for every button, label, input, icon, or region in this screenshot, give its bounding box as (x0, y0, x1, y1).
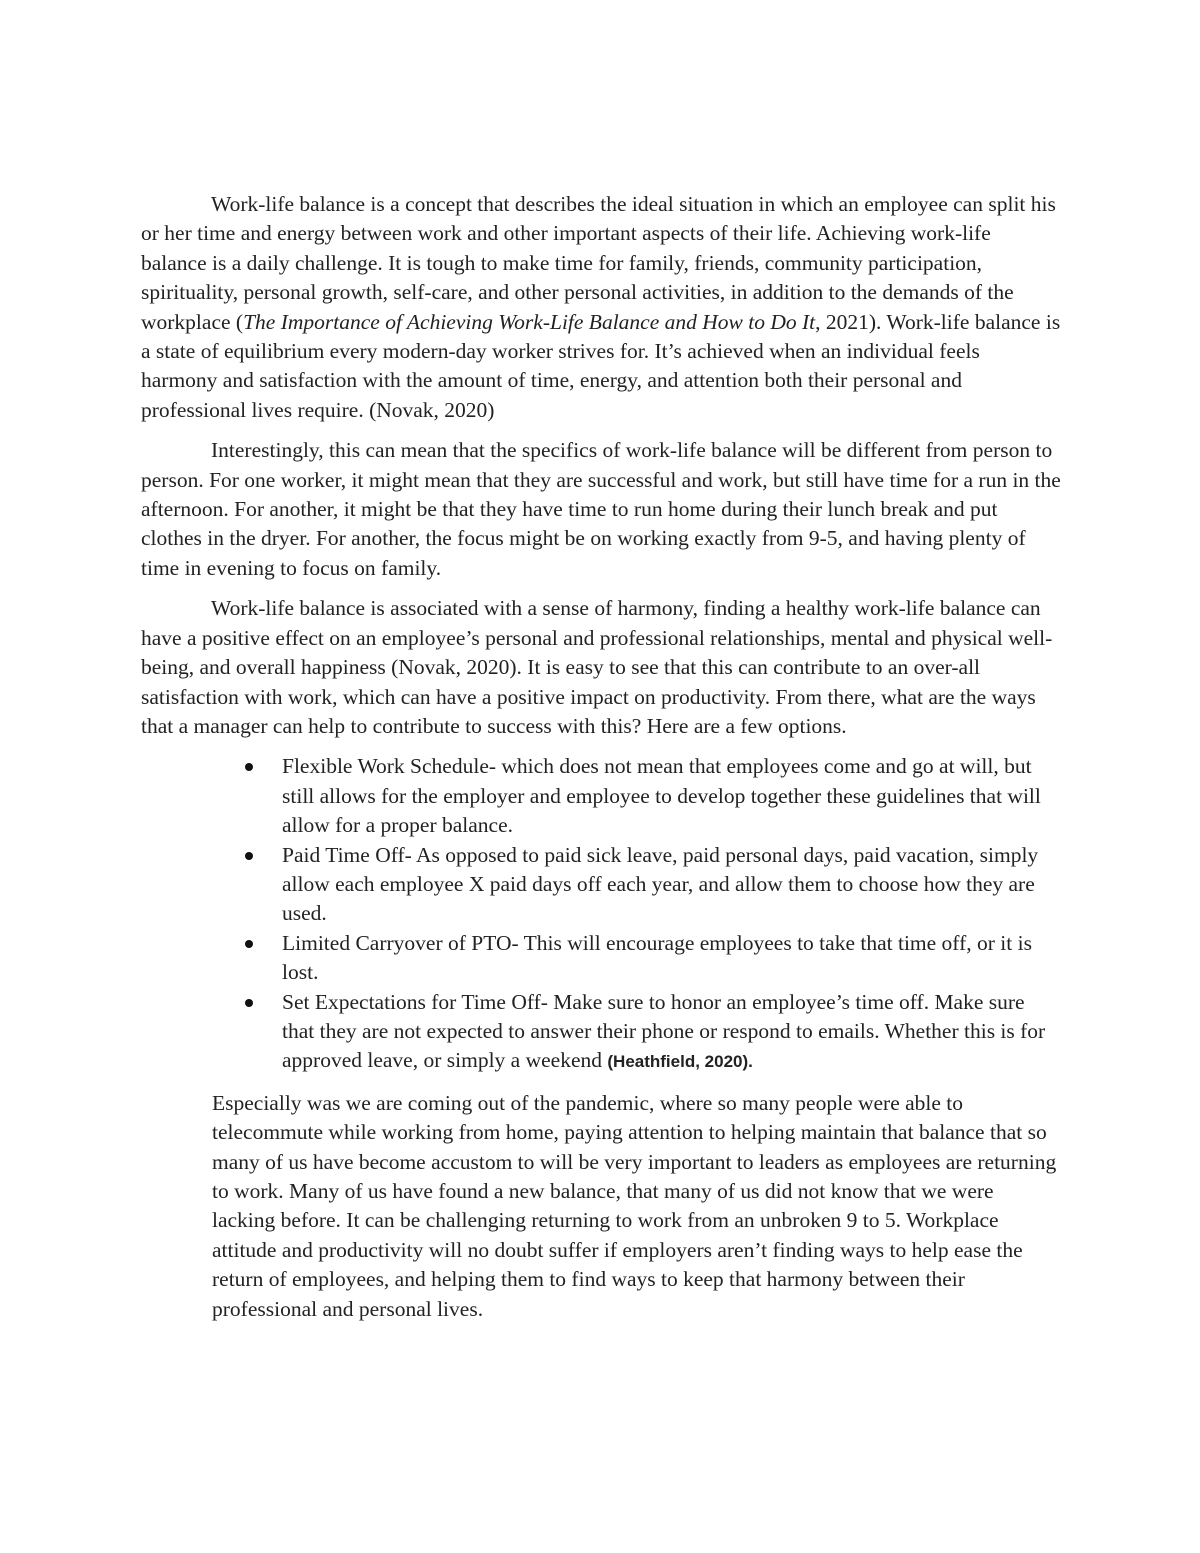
list-item (141, 841, 1061, 929)
bullet-icon (245, 940, 253, 948)
list-item (141, 929, 1061, 988)
paragraph-pandemic-return: Especially was we are coming out of the pandemic, where so many people were able to telecommute while working from home, paying attention to helping maintain that balance that so many of us have become accustom to will be very important to leaders as employees are returning to work. Many of us have found a new balance, that many of us did not know that we were lacking before. It can be challenging returning to work from an unbroken 9 to 5. Workplace attitude and productivity will no doubt suffer if employers aren’t finding ways to help ease the return of employees, and helping them to find ways to keep that harmony between their professional and personal lives. (212, 1090, 1057, 1321)
list-item-text: Paid Time Off- As opposed to paid sick leave, paid personal days, paid vacation, simply allow each employee X paid days off each year, and allow them to choose how they are used. (282, 842, 1039, 926)
cited-article-title: The Importance of Achieving Work-Life Balance and How to Do It (243, 309, 816, 334)
list-item (141, 988, 1061, 1077)
paragraph-individual-differences: Interestingly, this can mean that the specifics of work-life balance will be different from person to person. For one worker, it might mean that they are successful and work, but still have time for a run in the afternoon. For another, it might be that they have time to run home during their lunch break and put clothes in the dryer. For another, the focus might be on working exactly from 9-5, and having plenty of time in evening to focus on family. (141, 438, 1061, 580)
list-item-text: Limited Carryover of PTO- This will encourage employees to take that time off, or it is lost. (282, 930, 1032, 985)
paragraph-1-text-b: , 2021). Work-life balance is a state of equilibrium every modern-day worker strives for. It’s achieved when an individual feels harmony and satisfaction with the amount of time, energy, and attention both their personal and professional lives require. (Novak, 2020) (141, 309, 1061, 422)
bullet-icon (245, 999, 253, 1007)
list-item-text: Flexible Work Schedule- which does not mean that employees come and go at will, but still allows for the employer and employee to develop together these guidelines that will allow for a proper balance. (282, 754, 1041, 838)
paragraph-work-life-definition (141, 190, 1061, 425)
document-body (141, 190, 1061, 1324)
list-item (141, 752, 1061, 840)
heathfield-citation: (Heathfield, 2020). (607, 1052, 753, 1072)
list-item-text: Set Expectations for Time Off- Make sure to honor an employee’s time off. Make sure that they are not expected to answer their phone or respond to emails. Whether this is for approved leave, or simply a weekend (282, 989, 1046, 1073)
paragraph-harmony-benefits: Work-life balance is associated with a sense of harmony, finding a healthy work-life balance can have a positive effect on an employee’s personal and professional relationships, mental and physical well-being, and overall happiness (Novak, 2020). It is easy to see that this can contribute to an over-all satisfaction with work, which can have a positive impact on productivity. From there, what are the ways that a manager can help to contribute to success with this? Here are a few options. (141, 596, 1053, 738)
bullet-icon (245, 852, 253, 860)
paragraph-1-text-a: Work-life balance is a concept that describes the ideal situation in which an employee can split his or her time and energy between work and other important aspects of their life. Achieving work-life balance is a daily challenge. It is tough to make time for family, friends, community participation, spirituality, personal growth, self-care, and other personal activities, in addition to the demands of the workplace ( (141, 192, 1056, 334)
manager-options-list (141, 752, 1061, 1076)
bullet-icon (245, 763, 253, 771)
